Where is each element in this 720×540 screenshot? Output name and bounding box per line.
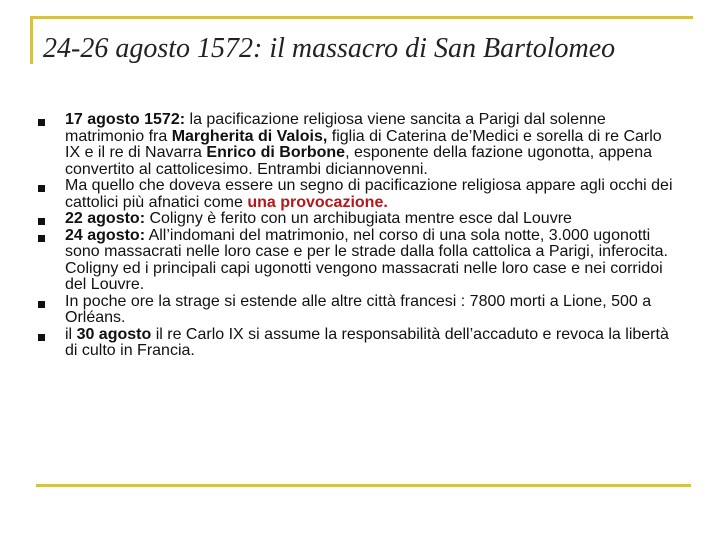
name-highlight: Enrico di Borbone [206, 144, 346, 161]
bullet-item [38, 112, 678, 178]
bullet-segment: Coligny è ferito con un archibugiata mentre esce dal Louvre [145, 210, 572, 227]
bullet-segment: il re Carlo IX si assume la responsabilità dell’accaduto e revoca la libertà di culto in Francia. [65, 325, 669, 359]
bullet-segment: il [65, 325, 77, 343]
square-bullet-icon [38, 119, 45, 126]
bullet-segment: la pacificazione religiosa viene sancita a Parigi dal solenne matrimonio fra [65, 111, 606, 145]
bullet-item [38, 178, 678, 211]
square-bullet-icon [38, 301, 45, 308]
date-highlight: 24 agosto: [65, 226, 146, 244]
bullet-text [65, 210, 572, 227]
bullet-segment: figlia di Caterina de’Medici e sorella di re Carlo IX e il re di Navarra [65, 127, 662, 161]
bullet-item [38, 327, 678, 360]
square-bullet-icon [38, 334, 45, 341]
date-highlight: 17 agosto 1572: [65, 111, 186, 128]
bullet-item [38, 228, 678, 294]
date-highlight: 22 agosto: [65, 210, 146, 227]
bullet-segment: All’indomani del matrimonio, nel corso di una sola notte, 3.000 ugonotti sono massacrati nelle loro case e per le strade dalla folla cattolica a Parigi, inferocita. Coligny ed i principali capi ugonotti vengono massacrati nelle loro case e nei corridoi del Louvre. [65, 226, 668, 293]
frame-left-rule [30, 16, 33, 64]
accent-highlight: una provocazione. [247, 193, 388, 211]
bullet-list [38, 112, 678, 360]
square-bullet-icon [38, 185, 45, 192]
frame-top-rule [30, 16, 693, 19]
square-bullet-icon [38, 218, 45, 225]
bullet-item [38, 211, 678, 228]
frame-bottom-rule [36, 484, 691, 487]
bullet-text [65, 227, 668, 294]
bullet-text [65, 326, 669, 360]
date-highlight: 30 agosto [76, 325, 152, 343]
slide-title: 24-26 agosto 1572: il massacro di San Bartolomeo [43, 33, 616, 64]
name-highlight: Margherita di Valois, [171, 127, 328, 145]
bullet-text [65, 293, 651, 327]
bullet-text [65, 177, 673, 211]
bullet-segment: , esponente della fazione ugonotta, appena convertito al cattolicesimo. Entrambi diciannovenni. [65, 144, 652, 178]
square-bullet-icon [38, 235, 45, 242]
bullet-segment: In poche ore la strage si estende alle altre città francesi : 7800 morti a Lione, 500 a Orléans. [65, 292, 652, 326]
bullet-segment: Ma quello che doveva essere un segno di pacificazione religiosa appare agli occhi dei cattolici più afnatici come [65, 177, 673, 211]
bullet-item [38, 294, 678, 327]
bullet-text [65, 111, 662, 178]
